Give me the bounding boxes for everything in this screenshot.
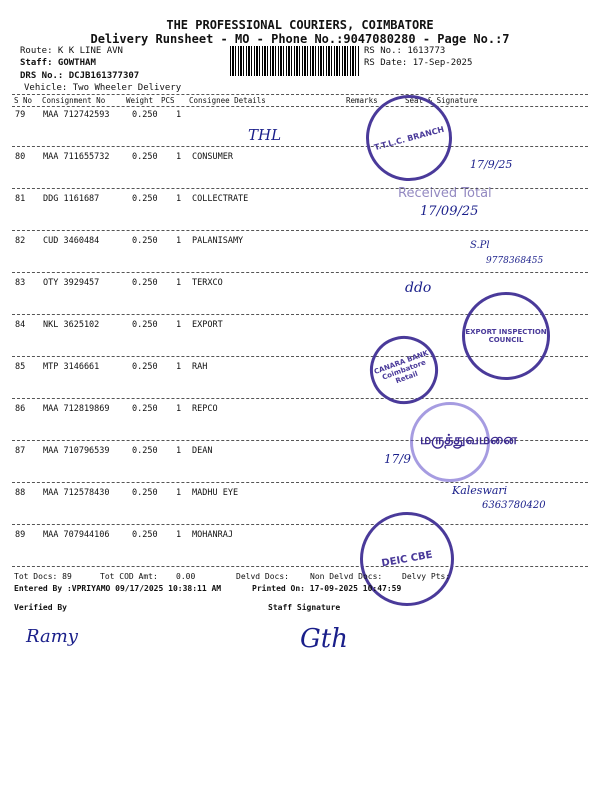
row-divider [12, 230, 588, 231]
non-delvd-docs: Non Delvd Docs: [310, 572, 383, 581]
runsheet-subtitle: Delivery Runsheet - MO - Phone No.:9047080280 - Page No.:7 [90, 32, 510, 46]
col-sno: S No [14, 96, 33, 105]
canara-bank-stamp: CANARA BANK Coimbatore Retail [360, 326, 447, 413]
staff-signature-label: Staff Signature [268, 603, 341, 612]
col-pcs: PCS [161, 96, 175, 105]
divider [12, 106, 588, 107]
table-row: 86 MAA 712819869 0.250 1 REPCO [15, 404, 218, 414]
col-seal: Seal & Signature [405, 96, 478, 105]
col-consignee: Consignee Details [189, 96, 266, 105]
tamil-stamp: மருத்துவமனை [420, 432, 517, 448]
tllc-stamp: T.T.L.C. BRANCH [356, 85, 461, 190]
staff-signature: Gth [300, 624, 348, 654]
deic-stamp: DEIC CBE [353, 505, 462, 614]
rs-no: RS No.: 1613773 [364, 46, 446, 56]
rs-date: RS Date: 17-Sep-2025 [364, 58, 473, 68]
handwritten-phone: 6363780420 [482, 500, 546, 511]
table-row: 83 OTY 3929457 0.250 1 TERXCO [15, 278, 223, 288]
verified-signature: Ramy [26, 626, 78, 647]
divider [12, 94, 588, 95]
table-row: 84 NKL 3625102 0.250 1 EXPORT [15, 320, 223, 330]
received-stamp-text: Received Total [398, 186, 492, 201]
table-row: 87 MAA 710796539 0.250 1 DEAN [15, 446, 213, 456]
delvd-docs: Delvd Docs: [236, 572, 289, 581]
table-row: 88 MAA 712578430 0.250 1 MADHU EYE [15, 488, 239, 498]
table-row: 81 DDG 1161687 0.250 1 COLLECTRATE [15, 194, 249, 204]
row-divider [12, 566, 588, 567]
table-row: 85 MTP 3146661 0.250 1 RAH [15, 362, 208, 372]
export-council-stamp: EXPORT INSPECTION COUNCIL [462, 292, 550, 380]
printed-on: Printed On: 17-09-2025 10:47:59 [252, 584, 402, 593]
col-consignment: Consignment No [42, 96, 106, 105]
handwritten-date: 17/09/25 [420, 204, 479, 219]
table-row: 89 MAA 707944106 0.250 1 MOHANRAJ [15, 530, 233, 540]
delvy-pts: Delvy Pts: [402, 572, 451, 581]
row-divider [12, 146, 588, 147]
tot-cod-label: Tot COD Amt: [100, 572, 158, 581]
entered-by: Entered By :VPRIYAMO 09/17/2025 10:38:11 AM [14, 584, 222, 593]
handwritten-signature: ddo [405, 280, 432, 296]
row-divider [12, 482, 588, 483]
row-divider [12, 398, 588, 399]
staff: Staff: GOWTHAM [20, 58, 96, 68]
verified-by: Verified By [14, 603, 67, 612]
barcode [230, 46, 360, 76]
route: Route: K K LINE AVN [20, 46, 123, 56]
row-divider [12, 272, 588, 273]
handwritten-note: THL [248, 126, 282, 144]
handwritten-date: 17/9/25 [470, 158, 513, 171]
tot-docs: Tot Docs: 89 [14, 572, 72, 581]
row-divider [12, 524, 588, 525]
table-row: 79 MAA 712742593 0.250 1 [15, 110, 182, 120]
table-row: 82 CUD 3460484 0.250 1 PALANISAMY [15, 236, 244, 246]
company-title: THE PROFESSIONAL COURIERS, COIMBATORE [166, 18, 434, 32]
col-weight: Weight [126, 96, 154, 105]
handwritten-note: S.Pl [470, 240, 490, 251]
vehicle: Vehicle: Two Wheeler Delivery [24, 83, 182, 93]
col-remarks: Remarks [346, 96, 378, 105]
handwritten-phone: 9778368455 [486, 256, 544, 266]
handwritten-note: Kaleswari [452, 484, 508, 497]
drs-no: DRS No.: DCJB161377307 [20, 71, 140, 81]
table-row: 80 MAA 711655732 0.250 1 CONSUMER [15, 152, 233, 162]
tot-cod-value: 0.00 [176, 572, 196, 581]
handwritten-date: 17/9 [384, 452, 411, 466]
row-divider [12, 188, 588, 189]
